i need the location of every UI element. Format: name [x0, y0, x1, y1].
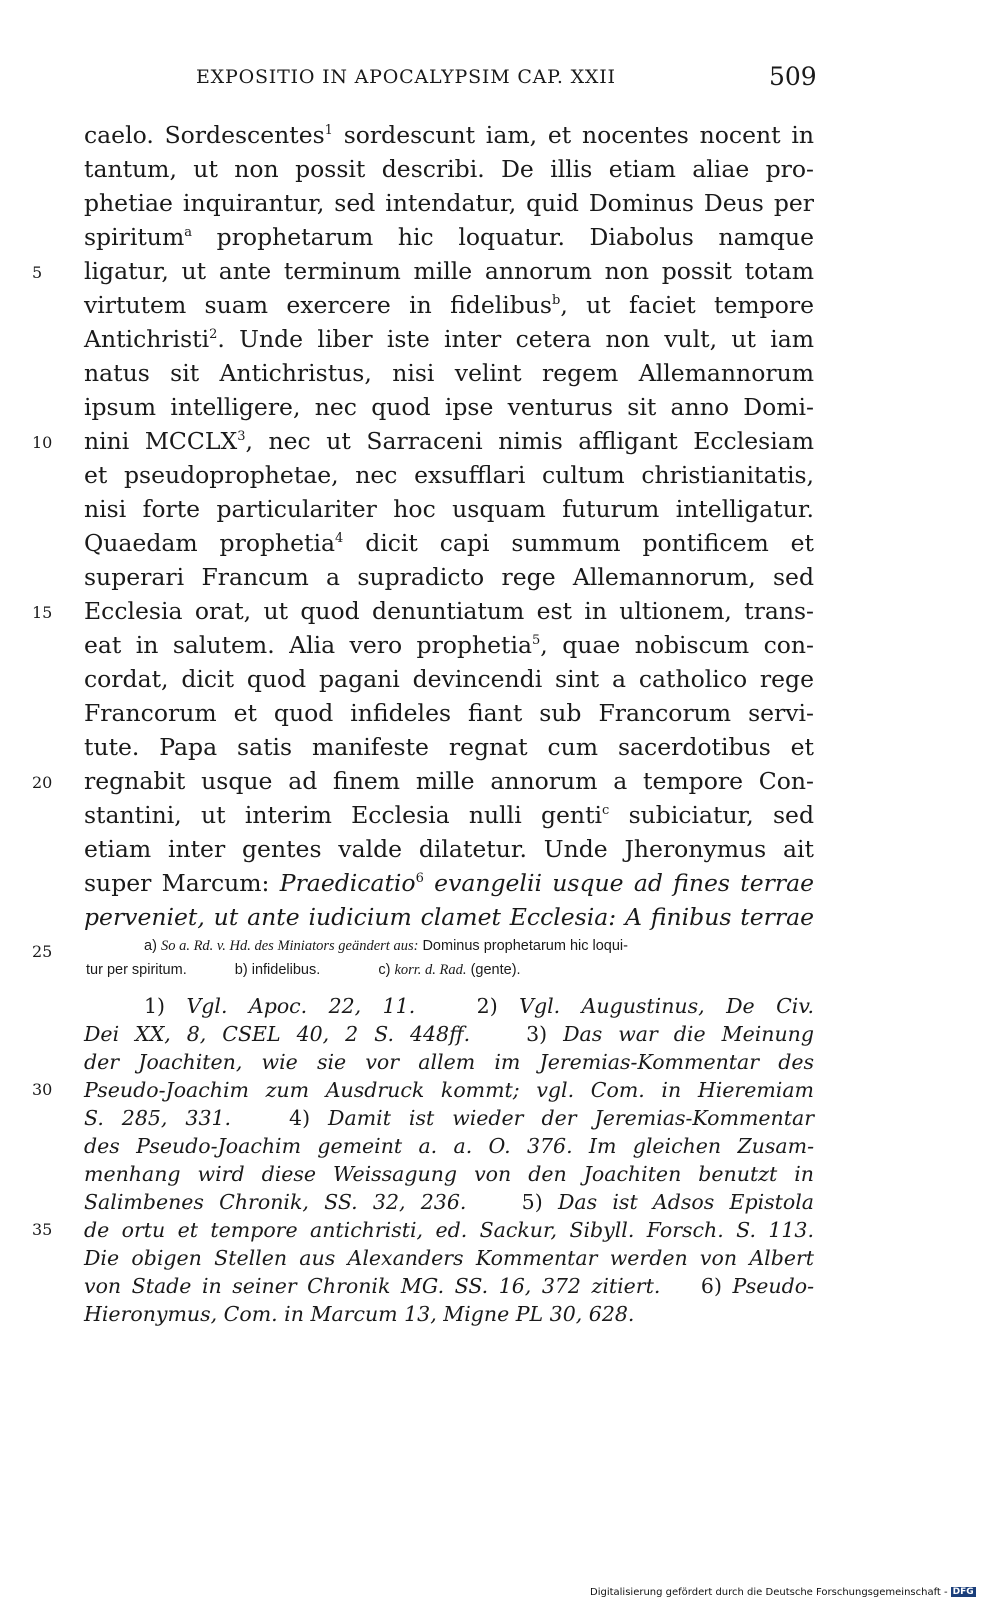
- line-number: 10: [32, 433, 53, 452]
- credit-text: Digitalisierung gefördert durch die Deutsche Forschungsgemeinschaft -: [590, 1587, 948, 1598]
- text-line: eat in salutem. Alia vero prophetia$^5$, quae nobiscum con-: [84, 631, 814, 659]
- text-line: tantum, ut non possit describi. De illis etiam aliae pro-: [84, 155, 814, 183]
- text-line: Francorum et quod infideles fiant sub Francorum servi-: [84, 699, 814, 727]
- text-line: virtutem suam exercere in fidelibus$^b$, ut faciet tempore: [84, 291, 814, 319]
- footnote-line: de ortu et tempore antichristi, ed. Sackur, Sibyll. Forsch. S. 113.: [84, 1218, 814, 1242]
- text-line: natus sit Antichristus, nisi velint regem Allemannorum: [84, 359, 814, 387]
- footnote-line: Dei XX, 8, CSEL 40, 2 S. 448ff. 3) Das war die Meinung: [84, 1022, 814, 1046]
- text-line: ipsum intelligere, nec quod ipse venturus sit anno Domi-: [84, 393, 814, 421]
- text-line: phetiae inquirantur, sed intendatur, quid Dominus Deus per: [84, 189, 814, 217]
- text-line: spiritum$^a$ prophetarum hic loquatur. Diabolus namque: [84, 223, 814, 251]
- footnote-label: korr. d. Rad.: [394, 962, 467, 978]
- digitization-credit: [590, 1587, 976, 1598]
- footnote-line: Pseudo-Joachim zum Ausdruck kommt; vgl. Com. in Hieremiam: [84, 1078, 814, 1102]
- footnote-bc-line: [86, 958, 812, 982]
- footnote-line: der Joachiten, wie sie vor allem im Jeremias-Kommentar des: [84, 1050, 814, 1074]
- text-line: superari Francum a supradicto rege Allemannorum, sed: [84, 563, 814, 591]
- footnote-mark: a): [144, 938, 157, 954]
- footnote-label: So a. Rd. v. Hd. des Miniators geändert aus:: [160, 938, 419, 954]
- text-line: super Marcum: Praedicatio$^6$ evangelii usque ad fines terrae: [84, 869, 814, 897]
- footnote-text: infidelibus.: [251, 962, 321, 978]
- footnote-text: Dominus prophetarum hic loqui-: [422, 938, 628, 954]
- text-line: nini MCCLX$^3$, nec ut Sarraceni nimis affligant Ecclesiam: [84, 427, 814, 455]
- footnote-line: S. 285, 331. 4) Damit ist wieder der Jeremias-Kommentar: [84, 1106, 814, 1130]
- footnote-line: Salimbenes Chronik, SS. 32, 236. 5) Das ist Adsos Epistola: [84, 1190, 815, 1214]
- text-line: ligatur, ut ante terminum mille annorum non possit totam: [84, 257, 814, 285]
- text-line: tute. Papa satis manifeste regnat cum sacerdotibus et: [84, 733, 814, 761]
- dfg-logo: DFG: [952, 1587, 974, 1597]
- page-header: [0, 62, 1000, 98]
- footnote-line: Hieronymus, Com. in Marcum 13, Migne PL 30, 628.: [84, 1302, 635, 1326]
- line-number: 15: [32, 603, 53, 622]
- text-line: Quaedam prophetia$^4$ dicit capi summum pontificem et: [84, 529, 815, 557]
- text-line: perveniet, ut ante iudicium clamet Ecclesia: A finibus terrae: [84, 903, 814, 931]
- line-number: 25: [32, 942, 53, 961]
- text-line: stantini, ut interim Ecclesia nulli genti$^c$ subiciatur, sed: [84, 801, 814, 829]
- footnote-mark: b): [234, 962, 248, 978]
- line-number: 20: [32, 773, 53, 792]
- text-line: Ecclesia orat, ut quod denuntiatum est in ultionem, trans-: [84, 597, 814, 625]
- text-line: regnabit usque ad finem mille annorum a tempore Con-: [84, 767, 814, 795]
- line-number: 35: [32, 1220, 53, 1239]
- text-line: caelo. Sordescentes$^1$ sordescunt iam, et nocentes nocent in: [84, 121, 814, 149]
- footnote-line: Die obigen Stellen aus Alexanders Kommentar werden von Albert: [84, 1246, 814, 1270]
- text-line: etiam inter gentes valde dilatetur. Unde Jheronymus ait: [84, 835, 814, 863]
- text-line: Antichristi$^2$. Unde liber iste inter cetera non vult, ut iam: [84, 325, 814, 353]
- footnote-line: von Stade in seiner Chronik MG. SS. 16, 372 zitiert. 6) Pseudo-: [84, 1274, 814, 1298]
- footnote-line: des Pseudo-Joachim gemeint a. a. O. 376. Im gleichen Zusam-: [84, 1134, 814, 1158]
- text-line: et pseudoprophetae, nec exsufflari cultum christianitatis,: [84, 461, 814, 489]
- footnote-mark: c): [378, 962, 391, 978]
- running-head: EXPOSITIO IN APOCALYPSIM CAP. XXII: [196, 66, 616, 88]
- page-number: 509: [769, 62, 817, 91]
- text-line: nisi forte particulariter hoc usquam futurum intelligatur.: [84, 495, 814, 523]
- footnote-a-line: [86, 934, 812, 958]
- text-line: cordat, dicit quod pagani devincendi sint a catholico rege: [84, 665, 814, 693]
- line-number: 5: [32, 263, 43, 282]
- line-number: 30: [32, 1080, 53, 1099]
- footnote-line: 1) Vgl. Apoc. 22, 11. 2) Vgl. Augustinus, De Civ.: [144, 994, 814, 1018]
- footnote-line: menhang wird diese Weissagung von den Joachiten benutzt in: [84, 1162, 814, 1186]
- footnote-text: (gente).: [470, 962, 521, 978]
- footnote-text: tur per spiritum.: [86, 962, 187, 978]
